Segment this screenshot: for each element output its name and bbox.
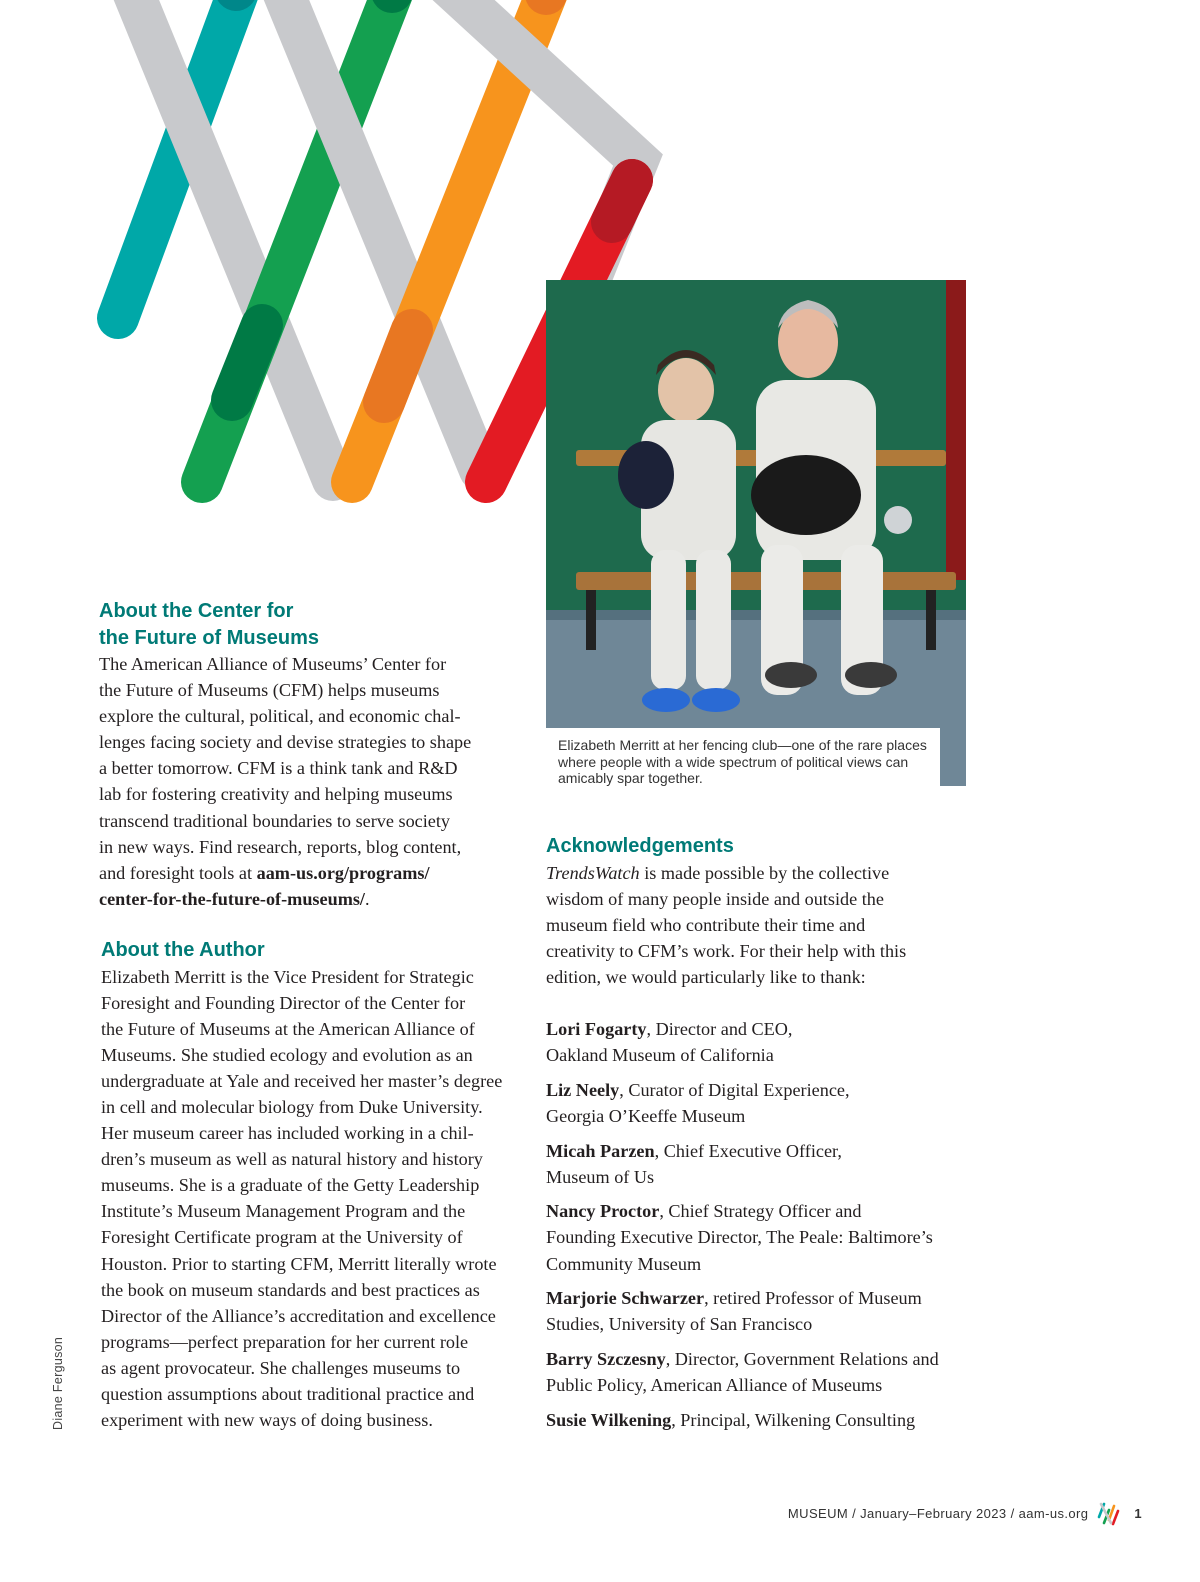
person-role: , Chief Strategy Officer and	[659, 1201, 862, 1222]
about-cfm-paragraph	[99, 651, 539, 912]
thanks-entry	[546, 1138, 976, 1190]
ack-line: wisdom of many people inside and outside the	[546, 888, 884, 909]
about-author-line: in cell and molecular biology from Duke University.	[101, 1096, 483, 1117]
page-footer	[788, 1500, 1142, 1526]
person-name: Marjorie Schwarzer	[546, 1288, 705, 1309]
about-author-line: the book on museum standards and best practices as	[101, 1279, 480, 1300]
person-role: , Principal, Wilkening Consulting	[671, 1409, 916, 1430]
ribbon-orange-shade-bottom	[384, 330, 412, 402]
about-author-line: Houston. Prior to starting CFM, Merritt literally wrote	[101, 1253, 497, 1274]
about-author-line: Museums. She studied ecology and evolution as an	[101, 1044, 473, 1065]
ack-line: is made possible by the collective	[639, 862, 890, 883]
ribbon-red-shade	[612, 180, 632, 222]
acknowledgements-paragraph	[546, 860, 976, 990]
about-author-line: programs—perfect preparation for her current role	[101, 1331, 469, 1352]
about-author-line: experiment with new ways of doing business.	[101, 1410, 433, 1431]
thanks-entry	[546, 1285, 976, 1337]
about-cfm-heading-line2: the Future of Museums	[99, 626, 320, 649]
thanks-entry	[546, 1016, 976, 1068]
person-name: Susie Wilkening	[546, 1409, 672, 1430]
fencing-club-photo	[546, 280, 966, 786]
person-org: Oakland Museum of California	[546, 1045, 774, 1066]
about-cfm-line: lenges facing society and devise strategies to shape	[99, 732, 472, 753]
cfm-url-link[interactable]: aam-us.org/programs/	[256, 862, 430, 883]
ack-line: museum field who contribute their time and	[546, 914, 866, 935]
about-author-line: Foresight Certificate program at the University of	[101, 1227, 463, 1248]
person-org: Studies, University of San Francisco	[546, 1314, 813, 1335]
person-name: Micah Parzen	[546, 1140, 655, 1161]
person-org-continued: Community Museum	[546, 1253, 702, 1274]
person-role: , Director, Government Relations and	[665, 1349, 939, 1369]
cfm-url-link-continued[interactable]: center-for-the-future-of-museums/	[99, 888, 365, 909]
page-number: 1	[1134, 1505, 1142, 1521]
acknowledgements-section	[546, 833, 976, 990]
about-cfm-line: The American Alliance of Museums’ Center for	[99, 654, 447, 674]
person-name: Liz Neely	[546, 1079, 620, 1100]
about-author-line: as agent provocateur. She challenges museums to	[101, 1357, 461, 1378]
photo-credit: Diane Ferguson	[51, 1336, 65, 1430]
person-name: Nancy Proctor	[546, 1201, 660, 1222]
about-cfm-end-punct: .	[364, 888, 370, 909]
about-cfm-section	[99, 598, 539, 912]
about-author-line: Foresight and Founding Director of the Center for	[101, 992, 466, 1013]
about-author-section	[101, 937, 541, 1433]
about-cfm-line: in new ways. Find research, reports, blog content,	[99, 836, 462, 857]
aam-logo-icon	[1096, 1500, 1122, 1526]
thanks-entry	[546, 1077, 976, 1129]
person-role: , Director and CEO,	[646, 1019, 793, 1039]
about-cfm-line: lab for fostering creativity and helping museums	[99, 784, 453, 805]
about-author-line: Institute’s Museum Management Program and the	[101, 1201, 466, 1222]
about-author-line: Elizabeth Merritt is the Vice President for Strategic	[101, 966, 474, 987]
about-cfm-line: transcend traditional boundaries to serve society	[99, 810, 451, 831]
about-author-line: museums. She is a graduate of the Getty Leadership	[101, 1175, 480, 1196]
person-role: , Curator of Digital Experience,	[619, 1079, 850, 1100]
person-org: Museum of Us	[546, 1166, 655, 1187]
about-author-line: question assumptions about traditional practice and	[101, 1384, 475, 1404]
about-cfm-line: a better tomorrow. CFM is a think tank and R&D	[99, 758, 458, 779]
about-author-line: undergraduate at Yale and received her master’s degree	[101, 1070, 503, 1091]
ack-line: creativity to CFM’s work. For their help with this	[546, 940, 907, 961]
about-cfm-line: the Future of Museums (CFM) helps museums	[99, 680, 440, 701]
photo-caption: Elizabeth Merritt at her fencing club—one of the rare places where people with a wide spectrum of political views can amicably spar together.	[546, 728, 940, 786]
about-author-paragraph	[101, 964, 541, 1434]
person-name: Barry Szczesny	[546, 1349, 666, 1369]
person-org: Founding Executive Director, The Peale: Baltimore’s	[546, 1227, 933, 1248]
ack-line: edition, we would particularly like to thank:	[546, 966, 866, 987]
thanks-entry	[546, 1346, 976, 1398]
trendswatch-title: TrendsWatch	[546, 862, 640, 883]
footer-text: MUSEUM / January–February 2023 / aam-us.org	[787, 1505, 1089, 1521]
thanks-entry	[546, 1407, 976, 1433]
about-author-line: the Future of Museums at the American Alliance of	[101, 1018, 475, 1039]
person-org: Public Policy, American Alliance of Museums	[546, 1375, 883, 1396]
person-role: , retired Professor of Museum	[704, 1288, 922, 1309]
about-cfm-line: and foresight tools at	[99, 862, 257, 883]
about-author-heading: About the Author	[101, 939, 265, 961]
thanks-list	[546, 1016, 976, 1441]
person-org: Georgia O’Keeffe Museum	[546, 1105, 746, 1126]
about-cfm-heading	[99, 598, 539, 651]
thanks-entry	[546, 1198, 976, 1276]
person-name: Lori Fogarty	[546, 1019, 647, 1039]
about-cfm-line: explore the cultural, political, and economic chal-	[99, 706, 461, 727]
about-author-line: Director of the Alliance’s accreditation and excellence	[101, 1305, 496, 1326]
person-role: , Chief Executive Officer,	[654, 1140, 842, 1161]
acknowledgements-heading: Acknowledgements	[546, 835, 734, 857]
about-cfm-heading-line1: About the Center for	[99, 600, 294, 622]
about-author-line: dren’s museum as well as natural history and history	[101, 1149, 483, 1170]
ribbon-green-shade-bottom	[232, 325, 262, 400]
about-author-line: Her museum career has included working in a chil-	[101, 1123, 474, 1144]
